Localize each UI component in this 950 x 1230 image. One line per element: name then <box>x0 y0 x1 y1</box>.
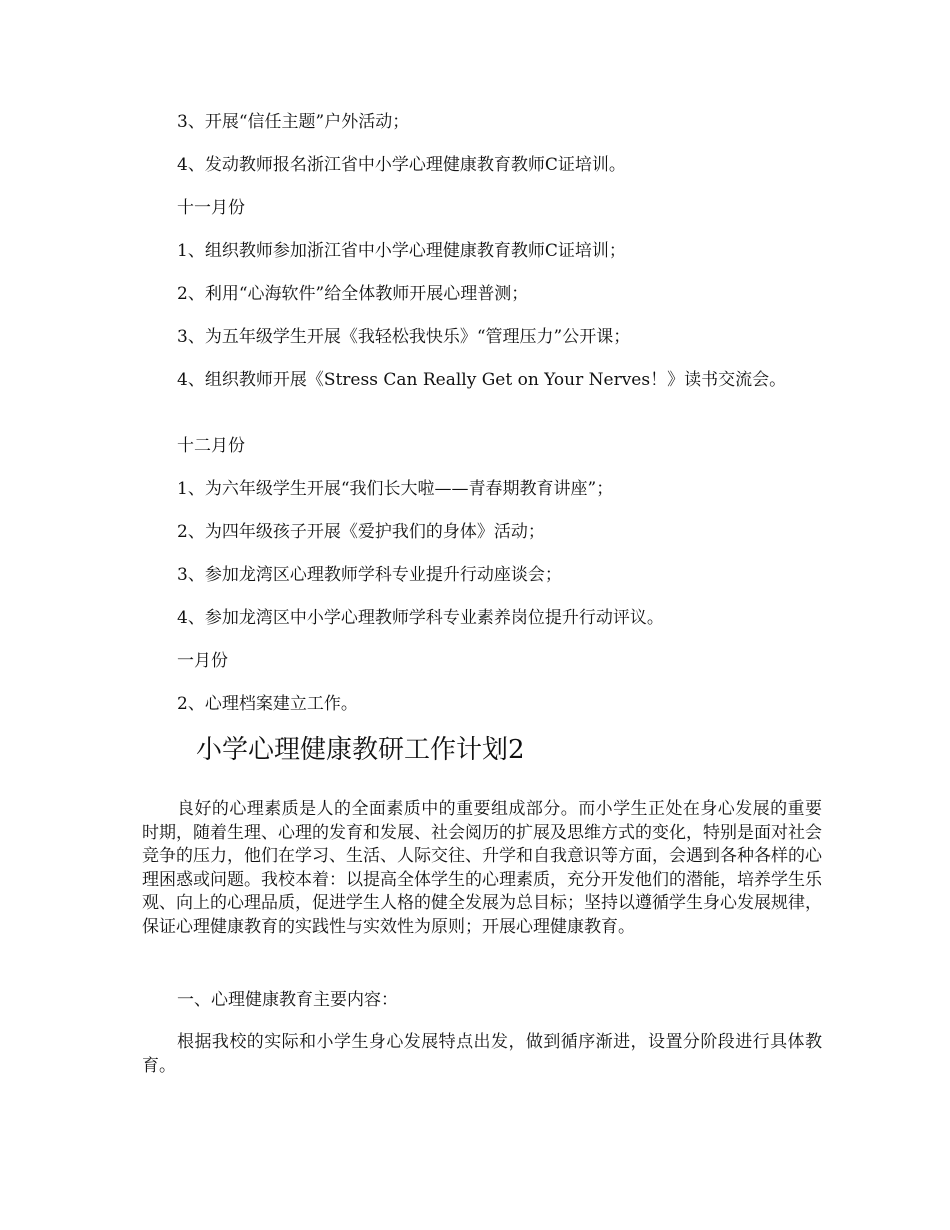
activity-line: 3、参加龙湾区心理教师学科专业提升行动座谈会； <box>177 565 562 585</box>
activity-line: 1、组织教师参加浙江省中小学心理健康教育教师C证培训； <box>177 241 626 261</box>
activity-line: 4、参加龙湾区中小学心理教师学科专业素养岗位提升行动评议。 <box>177 608 664 628</box>
subheading: 一、心理健康教育主要内容： <box>177 990 398 1010</box>
activity-line: 2、为四年级孩子开展《爱护我们的身体》活动； <box>177 522 545 542</box>
intro-paragraph: 良好的心理素质是人的全面素质中的重要组成部分。而小学生正处在身心发展的重要时期，随着生理、心理的发育和发展、社会阅历的扩展及思维方式的变化，特别是面对社会竞争的压力，他们在学习、生活、人际交往、升学和自我意识等方面，会遇到各种各样的心理困惑或问题。我校本着：以提高全体学生的心理素质，充分开发他们的潜能，培养学生乐观、向上的心理品质，促进学生人格的健全发展为总目标；坚持以遵循学生身心发展规律，保证心理健康教育的实践性与实效性为原则；开展心理健康教育。 <box>142 799 822 937</box>
activity-line: 4、组织教师开展《Stress Can Really Get on Your Nerves！》读书交流会。 <box>177 370 787 390</box>
activity-line: 3、开展“信任主题”户外活动； <box>177 112 410 132</box>
content-paragraph: 根据我校的实际和小学生身心发展特点出发，做到循序渐进，设置分阶段进行具体教育。 <box>142 1032 822 1076</box>
activity-line: 2、心理档案建立工作。 <box>177 694 358 714</box>
month-label-january: 一月份 <box>177 651 228 671</box>
section-title: 小学心理健康教研工作计划2 <box>196 735 525 765</box>
month-label-november: 十一月份 <box>177 198 245 218</box>
activity-line: 3、为五年级学生开展《我轻松我快乐》“管理压力”公开课； <box>177 327 631 347</box>
activity-line: 2、利用“心海软件”给全体教师开展心理普测； <box>177 284 529 304</box>
activity-line: 1、为六年级学生开展“我们长大啦——青春期教育讲座”； <box>177 479 614 499</box>
month-label-december: 十二月份 <box>177 436 245 456</box>
activity-line: 4、发动教师报名浙江省中小学心理健康教育教师C证培训。 <box>177 155 626 175</box>
